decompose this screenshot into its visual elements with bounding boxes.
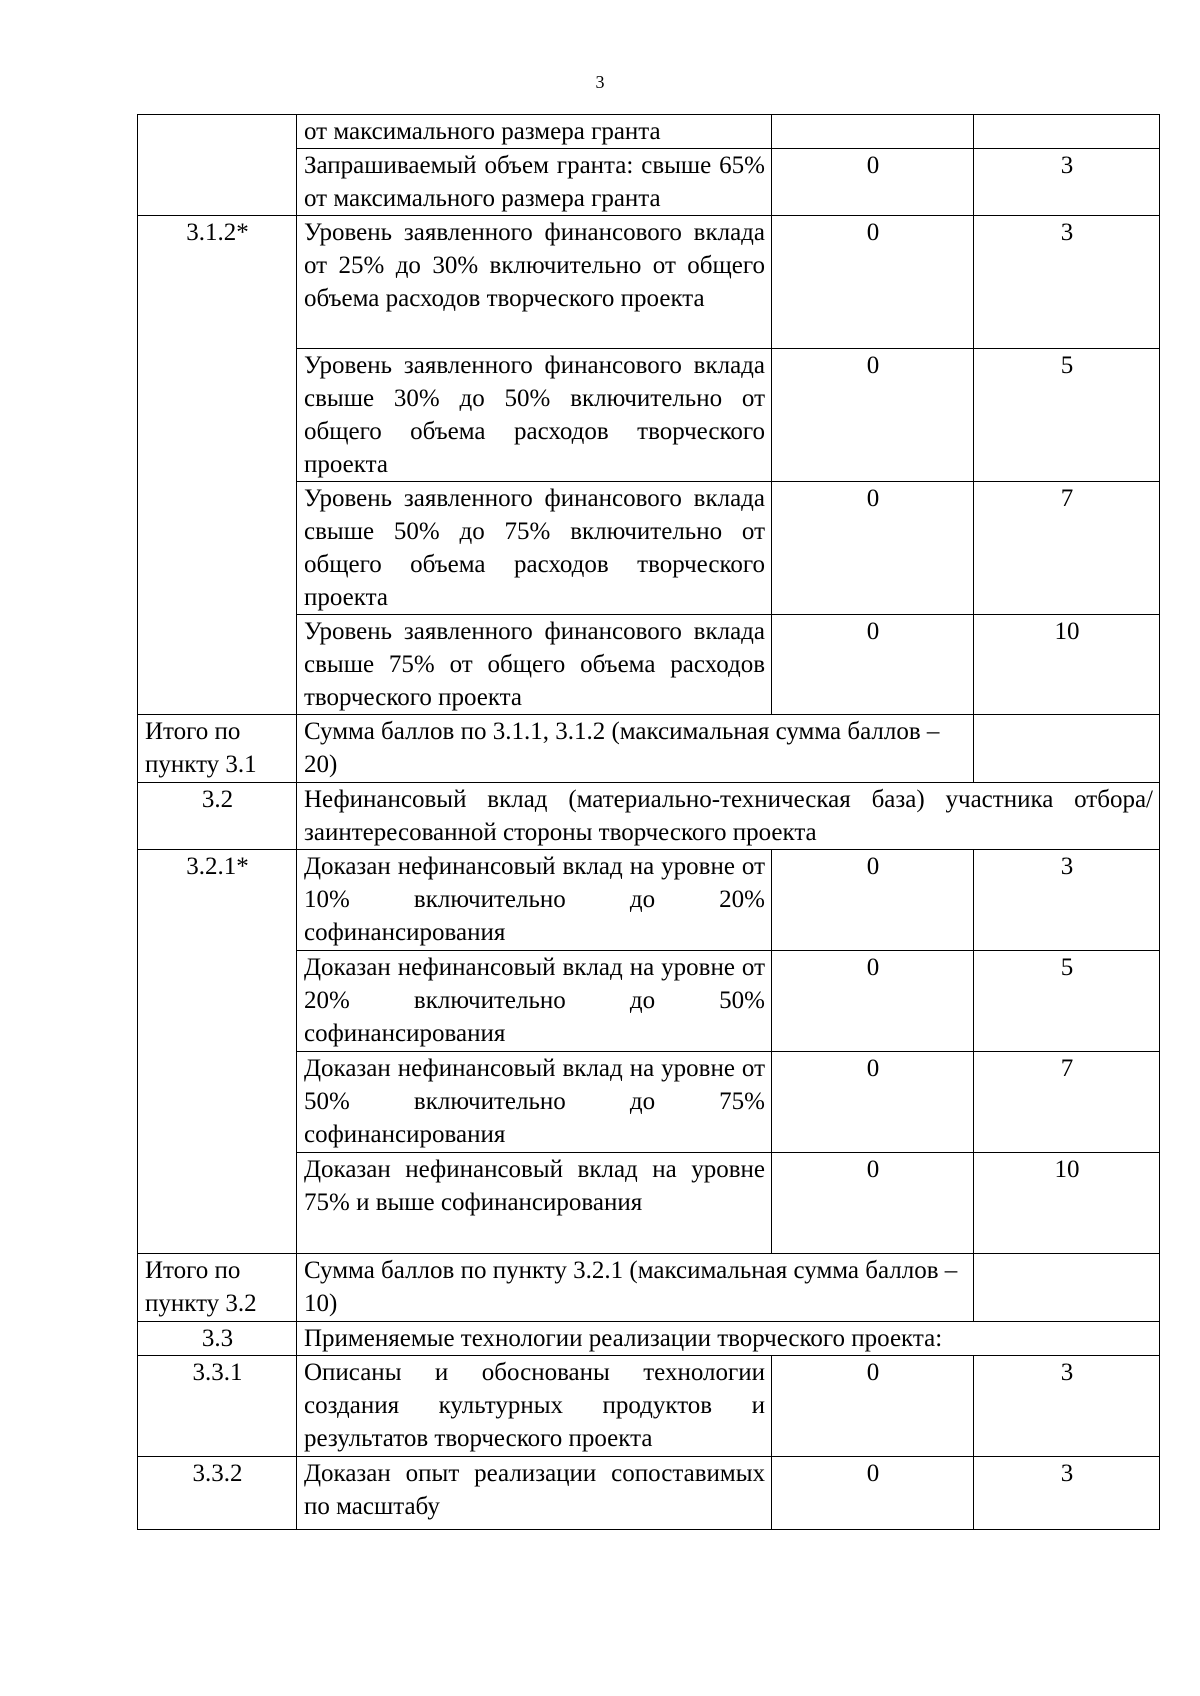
min-score: 0 <box>772 349 974 482</box>
section-number: 3.2 <box>138 783 297 850</box>
max-score: 3 <box>974 1356 1160 1457</box>
max-score: 10 <box>974 1153 1160 1254</box>
page-number: 3 <box>595 72 605 92</box>
subtotal-description: Сумма баллов по 3.1.1, 3.1.2 (максимальная сумма баллов – 20) <box>297 715 974 783</box>
table-row <box>138 1322 1160 1356</box>
subtotal-description: Сумма баллов по пункту 3.2.1 (максимальная сумма баллов – 10) <box>297 1254 974 1322</box>
criterion-description: Доказан нефинансовый вклад на уровне от 20% включительно до 50% софинансирования <box>297 951 772 1052</box>
table-row <box>138 1356 1160 1457</box>
min-score: 0 <box>772 1356 974 1457</box>
criterion-description: Запрашиваемый объем гранта: свыше 65% от максимального размера гранта <box>297 149 772 216</box>
table-row <box>138 115 1160 149</box>
table-row <box>138 783 1160 850</box>
criterion-number: 3.3.2 <box>138 1457 297 1530</box>
max-score: 7 <box>974 1052 1160 1153</box>
table-row <box>138 216 1160 349</box>
scoring-table <box>137 114 1160 1530</box>
min-score: 0 <box>772 1052 974 1153</box>
max-score: 3 <box>974 1457 1160 1530</box>
criterion-description: Уровень заявленного финансового вклада свыше 50% до 75% включительно от общего объема расходов творческого проекта <box>297 482 772 615</box>
criterion-number: 3.2.1* <box>138 850 297 1254</box>
section-number: 3.3 <box>138 1322 297 1356</box>
max-score: 10 <box>974 615 1160 715</box>
min-score: 0 <box>772 850 974 951</box>
criterion-number: 3.1.2* <box>138 216 297 715</box>
criterion-description: Уровень заявленного финансового вклада свыше 75% от общего объема расходов творческого проекта <box>297 615 772 715</box>
max-score: 5 <box>974 951 1160 1052</box>
table-row <box>138 1457 1160 1530</box>
subtotal-label: Итого по пункту 3.2 <box>138 1254 297 1322</box>
criterion-description: от максимального размера гранта <box>297 115 772 149</box>
subtotal-label: Итого по пункту 3.1 <box>138 715 297 783</box>
table-row <box>138 1254 1160 1322</box>
min-score: 0 <box>772 951 974 1052</box>
criterion-description: Уровень заявленного финансового вклада от 25% до 30% включительно от общего объема расходов творческого проекта <box>297 216 772 349</box>
max-score: 3 <box>974 149 1160 216</box>
min-score: 0 <box>772 216 974 349</box>
criterion-description: Доказан опыт реализации сопоставимых по масштабу <box>297 1457 772 1530</box>
section-title: Нефинансовый вклад (материально-техническая база) участника отбора/заинтересованной стороны творческого проекта <box>297 783 1160 850</box>
max-score: 3 <box>974 216 1160 349</box>
min-score: 0 <box>772 615 974 715</box>
max-score: 5 <box>974 349 1160 482</box>
criterion-number: 3.3.1 <box>138 1356 297 1457</box>
min-score: 0 <box>772 482 974 615</box>
criterion-description: Доказан нефинансовый вклад на уровне 75% и выше софинансирования <box>297 1153 772 1254</box>
section-title: Применяемые технологии реализации творческого проекта: <box>297 1322 1160 1356</box>
max-score: 7 <box>974 482 1160 615</box>
table-row <box>138 715 1160 783</box>
criterion-description: Описаны и обоснованы технологии создания культурных продуктов и результатов творческого проекта <box>297 1356 772 1457</box>
subtotal-score <box>974 1254 1160 1322</box>
subtotal-score <box>974 715 1160 783</box>
criterion-description: Уровень заявленного финансового вклада свыше 30% до 50% включительно от общего объема расходов творческого проекта <box>297 349 772 482</box>
max-score: 3 <box>974 850 1160 951</box>
criterion-number <box>138 115 297 216</box>
min-score: 0 <box>772 1153 974 1254</box>
table-row <box>138 850 1160 951</box>
criterion-description: Доказан нефинансовый вклад на уровне от 50% включительно до 75% софинансирования <box>297 1052 772 1153</box>
min-score <box>772 115 974 149</box>
min-score: 0 <box>772 149 974 216</box>
min-score: 0 <box>772 1457 974 1530</box>
criterion-description: Доказан нефинансовый вклад на уровне от 10% включительно до 20% софинансирования <box>297 850 772 951</box>
max-score <box>974 115 1160 149</box>
